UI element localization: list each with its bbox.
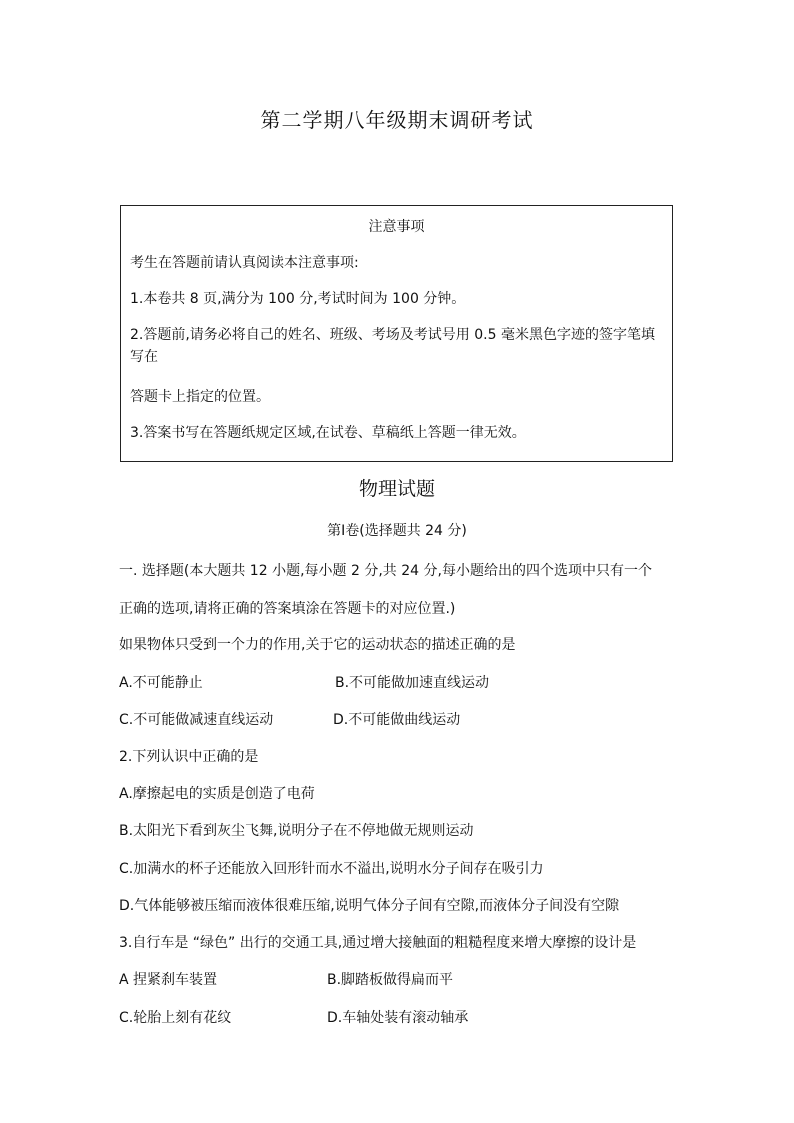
notice-item-3: 3.答案书写在答题纸规定区域,在试卷、草稿纸上答题一律无效。	[130, 425, 526, 441]
part-title: 第Ⅰ卷(选择题共 24 分)	[327, 523, 467, 539]
notice-heading: 注意事项	[368, 219, 425, 235]
question-2-option-c: C.加满水的杯子还能放入回形针而水不溢出,说明水分子间存在吸引力	[119, 861, 544, 877]
question-1-option-d: D.不可能做曲线运动	[333, 712, 461, 728]
question-2-option-a: A.摩擦起电的实质是创造了电荷	[119, 786, 315, 802]
question-3-option-a: A 捏紧刹车装置	[119, 972, 218, 988]
question-1-option-c: C.不可能做减速直线运动	[119, 712, 274, 728]
notice-item-2b: 答题卡上指定的位置。	[130, 389, 270, 405]
question-1-stem: 如果物体只受到一个力的作用,关于它的运动状态的描述正确的是	[119, 637, 516, 653]
question-3-stem: 3.自行车是 “绿色” 出行的交通工具,通过增大接触面的粗糙程度来增大摩擦的设计是	[119, 935, 637, 951]
question-3-option-d: D.车轴处装有滚动轴承	[327, 1010, 469, 1026]
question-3-option-c: C.轮胎上刻有花纹	[119, 1010, 232, 1026]
question-2-option-b: B.太阳光下看到灰尘飞舞,说明分子在不停地做无规则运动	[119, 823, 474, 839]
notice-item-1: 1.本卷共 8 页,满分为 100 分,考试时间为 100 分钟。	[130, 291, 466, 307]
subject-title: 物理试题	[358, 478, 435, 500]
question-3-option-b: B.脚踏板做得扁而平	[327, 972, 454, 988]
question-2-option-d: D.气体能够被压缩而液体很难压缩,说明气体分子间有空隙,而液体分子间没有空隙	[119, 898, 620, 914]
notice-box	[120, 205, 673, 462]
notice-intro: 考生在答题前请认真阅读本注意事项:	[130, 255, 359, 271]
question-1-option-a: A.不可能静止	[119, 675, 203, 691]
section-heading-line2: 正确的选项,请将正确的答案填涂在答题卡的对应位置.)	[119, 601, 456, 617]
question-1-option-b: B.不可能做加速直线运动	[335, 675, 490, 691]
notice-item-2a: 2.答题前,请务必将自己的姓名、班级、考场及考试号用 0.5 毫米黑色字迹的签字笔填写在	[130, 327, 655, 365]
question-2-stem: 2.下列认识中正确的是	[119, 749, 259, 765]
section-heading-line1: 一. 选择题(本大题共 12 小题,每小题 2 分,共 24 分,每小题给出的四个选项中只有一个	[119, 563, 652, 579]
exam-title: 第二学期八年级期末调研考试	[260, 108, 534, 132]
